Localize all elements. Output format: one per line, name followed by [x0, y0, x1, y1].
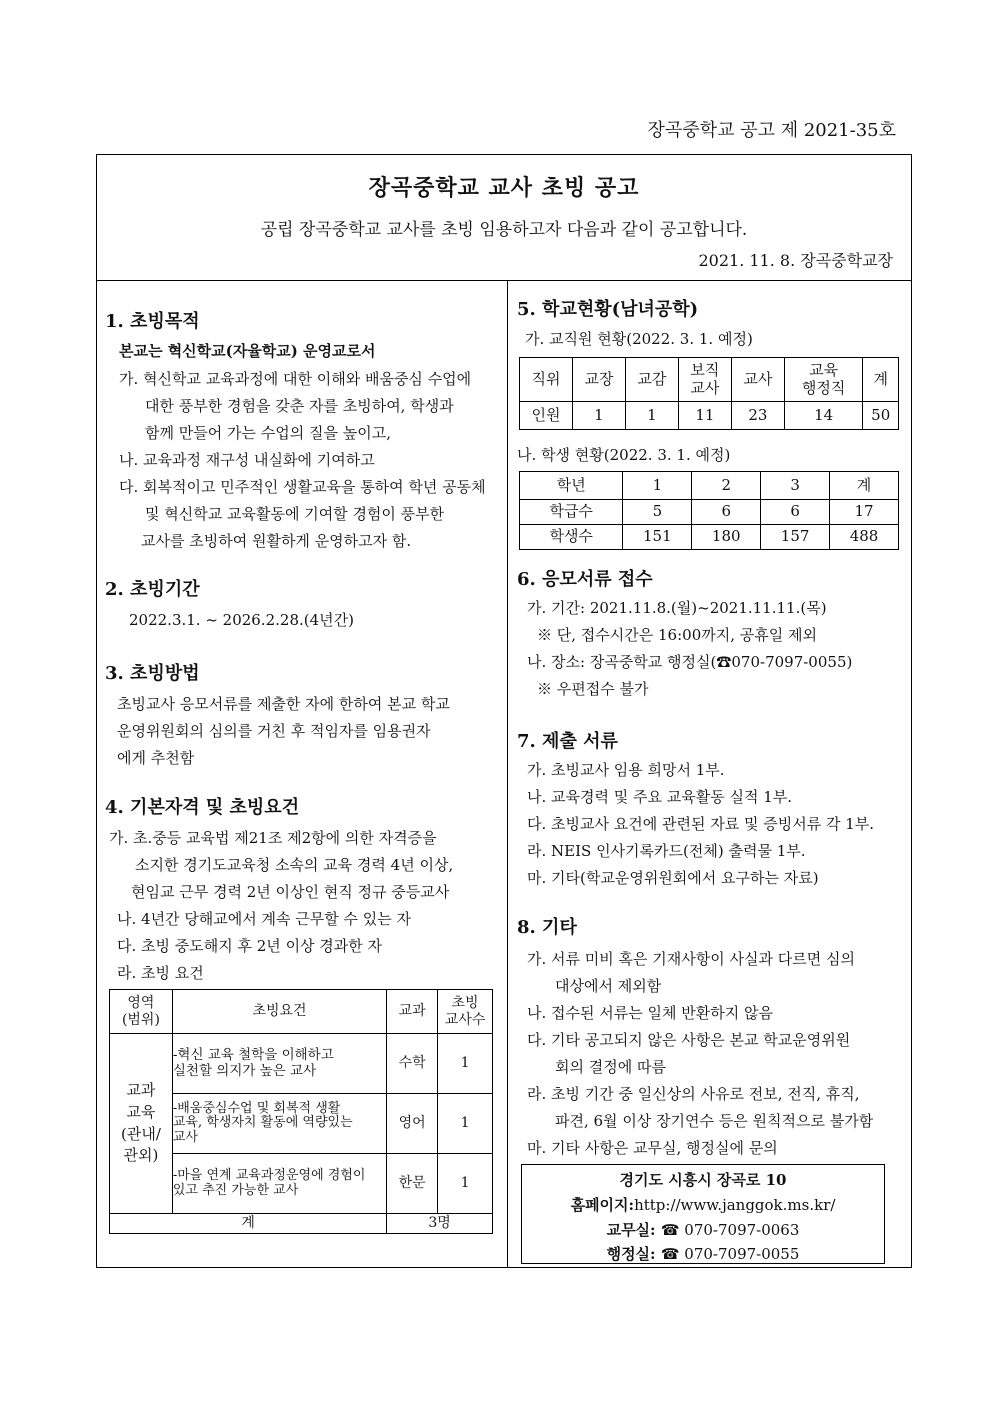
student-header: 학년 — [520, 472, 623, 500]
table-row-requirement: -배움중심수업 및 회복적 생활 교육, 학생자치 활동에 역량있는 교사 — [172, 1094, 386, 1154]
section-5-heading: 5. 학교현황(남녀공학) — [517, 299, 699, 320]
section-8-line: 가. 서류 미비 혹은 기재사항이 사실과 다르면 심의 — [527, 950, 855, 968]
contact-admin — [522, 1243, 884, 1264]
table-row-count: 1 — [438, 1094, 493, 1154]
table-row-subject: 한문 — [387, 1154, 438, 1214]
staff-header: 직위 — [520, 358, 573, 402]
section-4-line: 소지한 경기도교육청 소속의 교육 경력 4년 이상, — [135, 856, 454, 874]
section-8-line: 나. 접수된 서류는 일체 반환하지 않음 — [527, 1004, 773, 1022]
section-2-text: 2022.3.1. ~ 2026.2.28.(4년간) — [129, 611, 355, 629]
student-header: 1 — [623, 472, 692, 500]
section-1-line: 교사를 초빙하여 원활하게 운영하고자 함. — [141, 532, 412, 550]
contact-homepage — [522, 1194, 884, 1215]
section-1-heading: 1. 초빙목적 — [105, 311, 200, 332]
section-2-heading: 2. 초빙기간 — [105, 579, 200, 600]
student-cell: 6 — [692, 500, 761, 525]
student-header: 2 — [692, 472, 761, 500]
section-1-lead: 본교는 혁신학교(자율학교) 운영교로서 — [119, 342, 376, 360]
student-cell: 488 — [830, 525, 899, 550]
section-7-line: 마. 기타(학교운영위원회에서 요구하는 자료) — [527, 869, 819, 887]
requirements-table — [109, 989, 493, 1234]
homepage-label: 홈페이지: — [570, 1196, 635, 1214]
student-header: 계 — [830, 472, 899, 500]
section-8-heading: 8. 기타 — [517, 917, 577, 938]
staff-value: 1 — [572, 402, 625, 430]
section-1-line: 및 혁신학교 교육활동에 기여할 경험이 풍부한 — [145, 505, 445, 523]
section-6-line: 가. 기간: 2021.11.8.(월)~2021.11.11.(목) — [527, 599, 827, 617]
staff-value: 11 — [678, 402, 731, 430]
staff-header: 교감 — [625, 358, 678, 402]
notice-subtitle: 공립 장곡중학교 교사를 초빙 임용하고자 다음과 같이 공고합니다. — [260, 220, 748, 240]
section-3-line: 운영위원회의 심의를 거친 후 적임자를 임용권자 — [117, 722, 431, 740]
section-6-line: ※ 우편접수 불가 — [537, 680, 649, 698]
student-cell: 학급수 — [520, 500, 623, 525]
section-1-line: 가. 혁신학교 교육과정에 대한 이해와 배움중심 수업에 — [119, 370, 472, 388]
section-8-line: 회의 결정에 따름 — [555, 1058, 666, 1076]
office-phone: ☎ 070-7097-0063 — [660, 1221, 800, 1239]
staff-header: 보직 교사 — [678, 358, 731, 402]
student-cell: 180 — [692, 525, 761, 550]
notice-header — [97, 155, 911, 281]
section-4-line: 다. 초빙 중도해지 후 2년 이상 경과한 자 — [117, 937, 383, 955]
section-4-heading: 4. 기본자격 및 초빙요건 — [105, 797, 300, 818]
contact-box — [521, 1164, 885, 1264]
section-4-line: 현임교 근무 경력 2년 이상인 현직 정규 중등교사 — [131, 883, 450, 901]
staff-header: 계 — [863, 358, 899, 402]
table-total-label: 계 — [110, 1214, 387, 1234]
office-label: 교무실: — [606, 1221, 656, 1239]
student-cell: 5 — [623, 500, 692, 525]
contact-office — [522, 1219, 884, 1240]
staff-value: 50 — [863, 402, 899, 430]
section-8-line: 파견, 6월 이상 장기연수 등은 원칙적으로 불가함 — [555, 1112, 874, 1130]
section-3-line: 초빙교사 응모서류를 제출한 자에 한하여 본교 학교 — [117, 695, 450, 713]
homepage-link[interactable]: http://www.janggok.ms.kr/ — [634, 1196, 836, 1214]
table-row-count: 1 — [438, 1034, 493, 1094]
student-cell: 151 — [623, 525, 692, 550]
staff-header: 교장 — [572, 358, 625, 402]
section-1-line: 다. 회복적이고 민주적인 생활교육을 통하여 학년 공동체 — [119, 478, 486, 496]
staff-header: 교사 — [731, 358, 784, 402]
student-cell: 6 — [761, 500, 830, 525]
staff-value: 인원 — [520, 402, 573, 430]
section-4-line: 라. 초빙 요건 — [117, 964, 204, 982]
section-3-line: 에게 추천함 — [117, 749, 195, 767]
section-7-line: 나. 교육경력 및 주요 교육활동 실적 1부. — [527, 788, 793, 806]
section-6-heading: 6. 응모서류 접수 — [517, 569, 653, 590]
table-row-count: 1 — [438, 1154, 493, 1214]
section-7-line: 다. 초빙교사 요건에 관련된 자료 및 증빙서류 각 1부. — [527, 815, 875, 833]
student-cell: 157 — [761, 525, 830, 550]
table-total-value: 3명 — [387, 1214, 493, 1234]
staff-table — [519, 357, 899, 430]
notice-dateline: 2021. 11. 8. 장곡중학교장 — [698, 251, 893, 270]
section-1-line: 대한 풍부한 경험을 갖춘 자를 초빙하여, 학생과 — [145, 397, 454, 415]
section-6-line: 나. 장소: 장곡중학교 행정실(☎070-7097-0055) — [527, 653, 853, 671]
notice-number: 장곡중학교 공고 제 2021-35호 — [647, 120, 896, 141]
section-7-line: 라. NEIS 인사기록카드(전체) 출력물 1부. — [527, 842, 806, 860]
section-7-line: 가. 초빙교사 임용 희망서 1부. — [527, 761, 725, 779]
section-8-line: 대상에서 제외함 — [555, 977, 662, 995]
admin-phone: ☎ 070-7097-0055 — [660, 1245, 800, 1263]
staff-value: 1 — [625, 402, 678, 430]
table-row-subject: 영어 — [387, 1094, 438, 1154]
student-caption: 나. 학생 현황(2022. 3. 1. 예정) — [517, 446, 731, 464]
staff-value: 23 — [731, 402, 784, 430]
table-header-area: 영역 (범위) — [110, 990, 173, 1034]
table-header-count: 초빙 교사수 — [438, 990, 493, 1034]
table-row-subject: 수학 — [387, 1034, 438, 1094]
column-divider — [507, 281, 508, 1267]
student-header: 3 — [761, 472, 830, 500]
section-8-line: 다. 기타 공고되지 않은 사항은 본교 학교운영위원 — [527, 1031, 851, 1049]
table-row-requirement: -혁신 교육 철학을 이해하고 실천할 의지가 높은 교사 — [172, 1034, 386, 1094]
table-header-subject: 교과 — [387, 990, 438, 1034]
table-header-requirement: 초빙요건 — [172, 990, 386, 1034]
section-7-heading: 7. 제출 서류 — [517, 731, 618, 752]
section-4-line: 가. 초.중등 교육법 제21조 제2항에 의한 자격증을 — [109, 829, 437, 847]
admin-label: 행정실: — [606, 1245, 656, 1263]
table-row-requirement: -마을 연계 교육과정운영에 경험이 있고 추진 가능한 교사 — [172, 1154, 386, 1214]
student-table — [519, 471, 899, 550]
student-cell: 학생수 — [520, 525, 623, 550]
section-8-line: 마. 기타 사항은 교무실, 행정실에 문의 — [527, 1139, 778, 1157]
section-1-line: 나. 교육과정 재구성 내실화에 기여하고 — [119, 451, 375, 469]
contact-address: 경기도 시흥시 장곡로 10 — [619, 1171, 787, 1189]
notice-frame — [96, 154, 912, 1268]
section-1-line: 함께 만들어 가는 수업의 질을 높이고, — [145, 424, 391, 442]
section-6-line: ※ 단, 접수시간은 16:00까지, 공휴일 제외 — [537, 626, 817, 644]
student-cell: 17 — [830, 500, 899, 525]
section-3-heading: 3. 초빙방법 — [105, 663, 200, 684]
table-area-cell: 교과 교육 (관내/ 관외) — [110, 1034, 173, 1214]
staff-header: 교육 행정직 — [784, 358, 863, 402]
staff-caption: 가. 교직원 현황(2022. 3. 1. 예정) — [525, 330, 753, 348]
page-title: 장곡중학교 교사 초빙 공고 — [368, 175, 640, 201]
section-4-line: 나. 4년간 당해교에서 계속 근무할 수 있는 자 — [117, 910, 412, 928]
staff-value: 14 — [784, 402, 863, 430]
section-8-line: 라. 초빙 기간 중 일신상의 사유로 전보, 전직, 휴직, — [527, 1085, 860, 1103]
